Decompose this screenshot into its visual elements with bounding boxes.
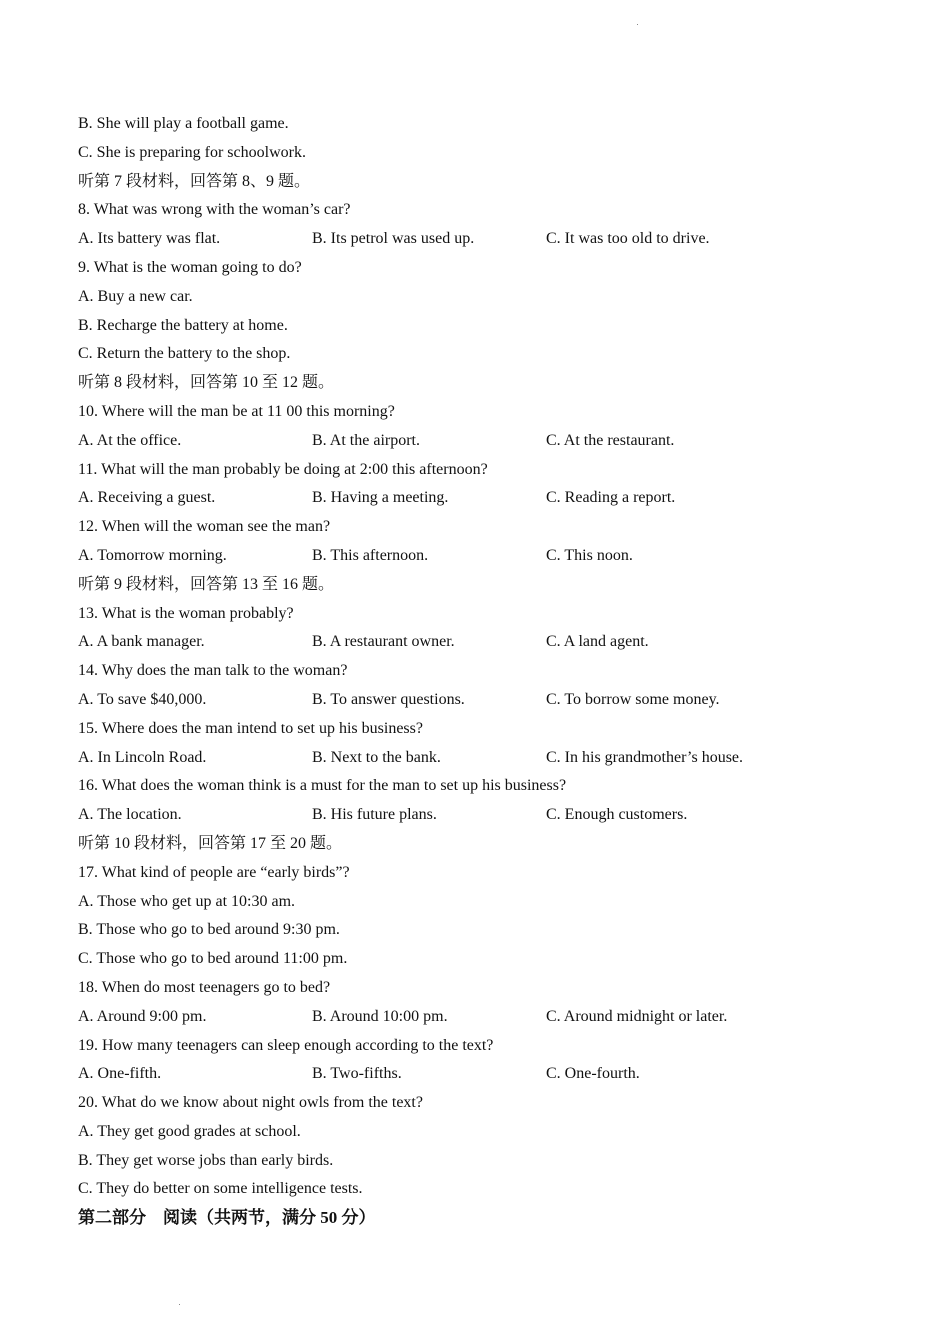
question-text: 8. What was wrong with the woman’s car? [78,201,351,219]
answer-options-row [78,542,878,571]
answer-option: B. She will play a football game. [78,115,289,132]
answer-options-row [78,1060,878,1089]
answer-option-c: C. It was too old to drive. [546,230,710,248]
answer-option: A. Buy a new car. [78,287,193,305]
answer-option-c: C. One-fourth. [546,1065,640,1083]
scan-speck [637,24,638,25]
scan-speck [179,1304,180,1305]
question-text: 20. What do we know about night owls from the text? [78,1094,423,1112]
answer-option: B. Those who go to bed around 9:30 pm. [78,921,340,939]
answer-option-c: C. Reading a report. [546,489,676,507]
answer-options-row [78,225,878,254]
answer-option-a: A. Around 9:00 pm. [78,1007,207,1025]
answer-option-b: B. Two-fifths. [312,1065,402,1083]
answer-option: B. Recharge the battery at home. [78,316,288,334]
answer-option: C. She is preparing for schoolwork. [78,143,306,161]
answer-option-b: B. A restaurant owner. [312,633,455,651]
answer-option-c: C. In his grandmother’s house. [546,748,744,766]
answer-option-b: B. Its petrol was used up. [312,230,475,248]
answer-option-c: C. At the restaurant. [546,431,675,449]
answer-option-b: B. Having a meeting. [312,489,449,507]
question-text: 14. Why does the man talk to the woman? [78,662,348,680]
answer-option-a: A. Receiving a guest. [78,489,216,507]
answer-option: C. Return the battery to the shop. [78,345,291,363]
answer-option-b: B. At the airport. [312,431,420,449]
question-text: 16. What does the woman think is a must for the man to set up his business? [78,777,567,795]
answer-option-c: C. Enough customers. [546,806,688,824]
question-text: 15. Where does the man intend to set up his business? [78,719,423,737]
answer-option-b: B. Next to the bank. [312,748,441,766]
answer-option: A. They get good grades at school. [78,1122,301,1140]
question-text: 11. What will the man probably be doing at 2:00 this afternoon? [78,460,488,478]
answer-option-a: A. Tomorrow morning. [78,546,227,564]
question-text: 17. What kind of people are “early birds”? [78,863,350,881]
section-heading: 第二部分 阅读（共两节，满分 50 分） [78,1208,376,1228]
answer-options-row [78,1003,878,1032]
answer-option-a: A. The location. [78,806,182,824]
answer-option-a: A. One-fifth. [78,1065,162,1083]
answer-option-a: A. Its battery was flat. [78,230,221,248]
listening-instruction: 听第 10 段材料，回答第 17 至 20 题。 [78,834,343,852]
answer-options-row [78,744,878,773]
answer-option: C. Those who go to bed around 11:00 pm. [78,950,348,968]
answer-option-a: A. In Lincoln Road. [78,748,207,766]
answer-option-b: B. This afternoon. [312,546,429,564]
listening-instruction: 听第 8 段材料，回答第 10 至 12 题。 [78,374,335,392]
question-text: 10. Where will the man be at 11 00 this morning? [78,402,395,420]
answer-option-c: C. Around midnight or later. [546,1007,728,1025]
listening-instruction: 听第 7 段材料，回答第 8、9 题。 [78,172,311,190]
answer-option-b: B. Around 10:00 pm. [312,1007,448,1025]
answer-option-b: B. His future plans. [312,806,437,824]
answer-options-row [78,484,878,513]
answer-option-c: C. To borrow some money. [546,690,720,708]
answer-option: A. Those who get up at 10:30 am. [78,892,296,910]
question-text: 9. What is the woman going to do? [78,258,302,276]
answer-option-a: A. At the office. [78,431,182,449]
answer-option: B. They get worse jobs than early birds. [78,1151,334,1169]
answer-option-c: C. A land agent. [546,633,649,651]
question-text: 18. When do most teenagers go to bed? [78,978,331,996]
answer-option-a: A. A bank manager. [78,633,205,651]
answer-options-row [78,686,878,715]
answer-option: C. They do better on some intelligence tests. [78,1180,363,1198]
answer-option-c: C. This noon. [546,546,633,564]
answer-options-row [78,427,878,456]
answer-option-b: B. To answer questions. [312,690,465,708]
question-text: 13. What is the woman probably? [78,604,294,622]
answer-options-row [78,801,878,830]
question-text: 12. When will the woman see the man? [78,518,331,536]
answer-option-a: A. To save $40,000. [78,690,207,708]
answer-options-row [78,628,878,657]
question-text: 19. How many teenagers can sleep enough according to the text? [78,1036,494,1054]
exam-content [78,110,878,1233]
listening-instruction: 听第 9 段材料，回答第 13 至 16 题。 [78,575,335,593]
